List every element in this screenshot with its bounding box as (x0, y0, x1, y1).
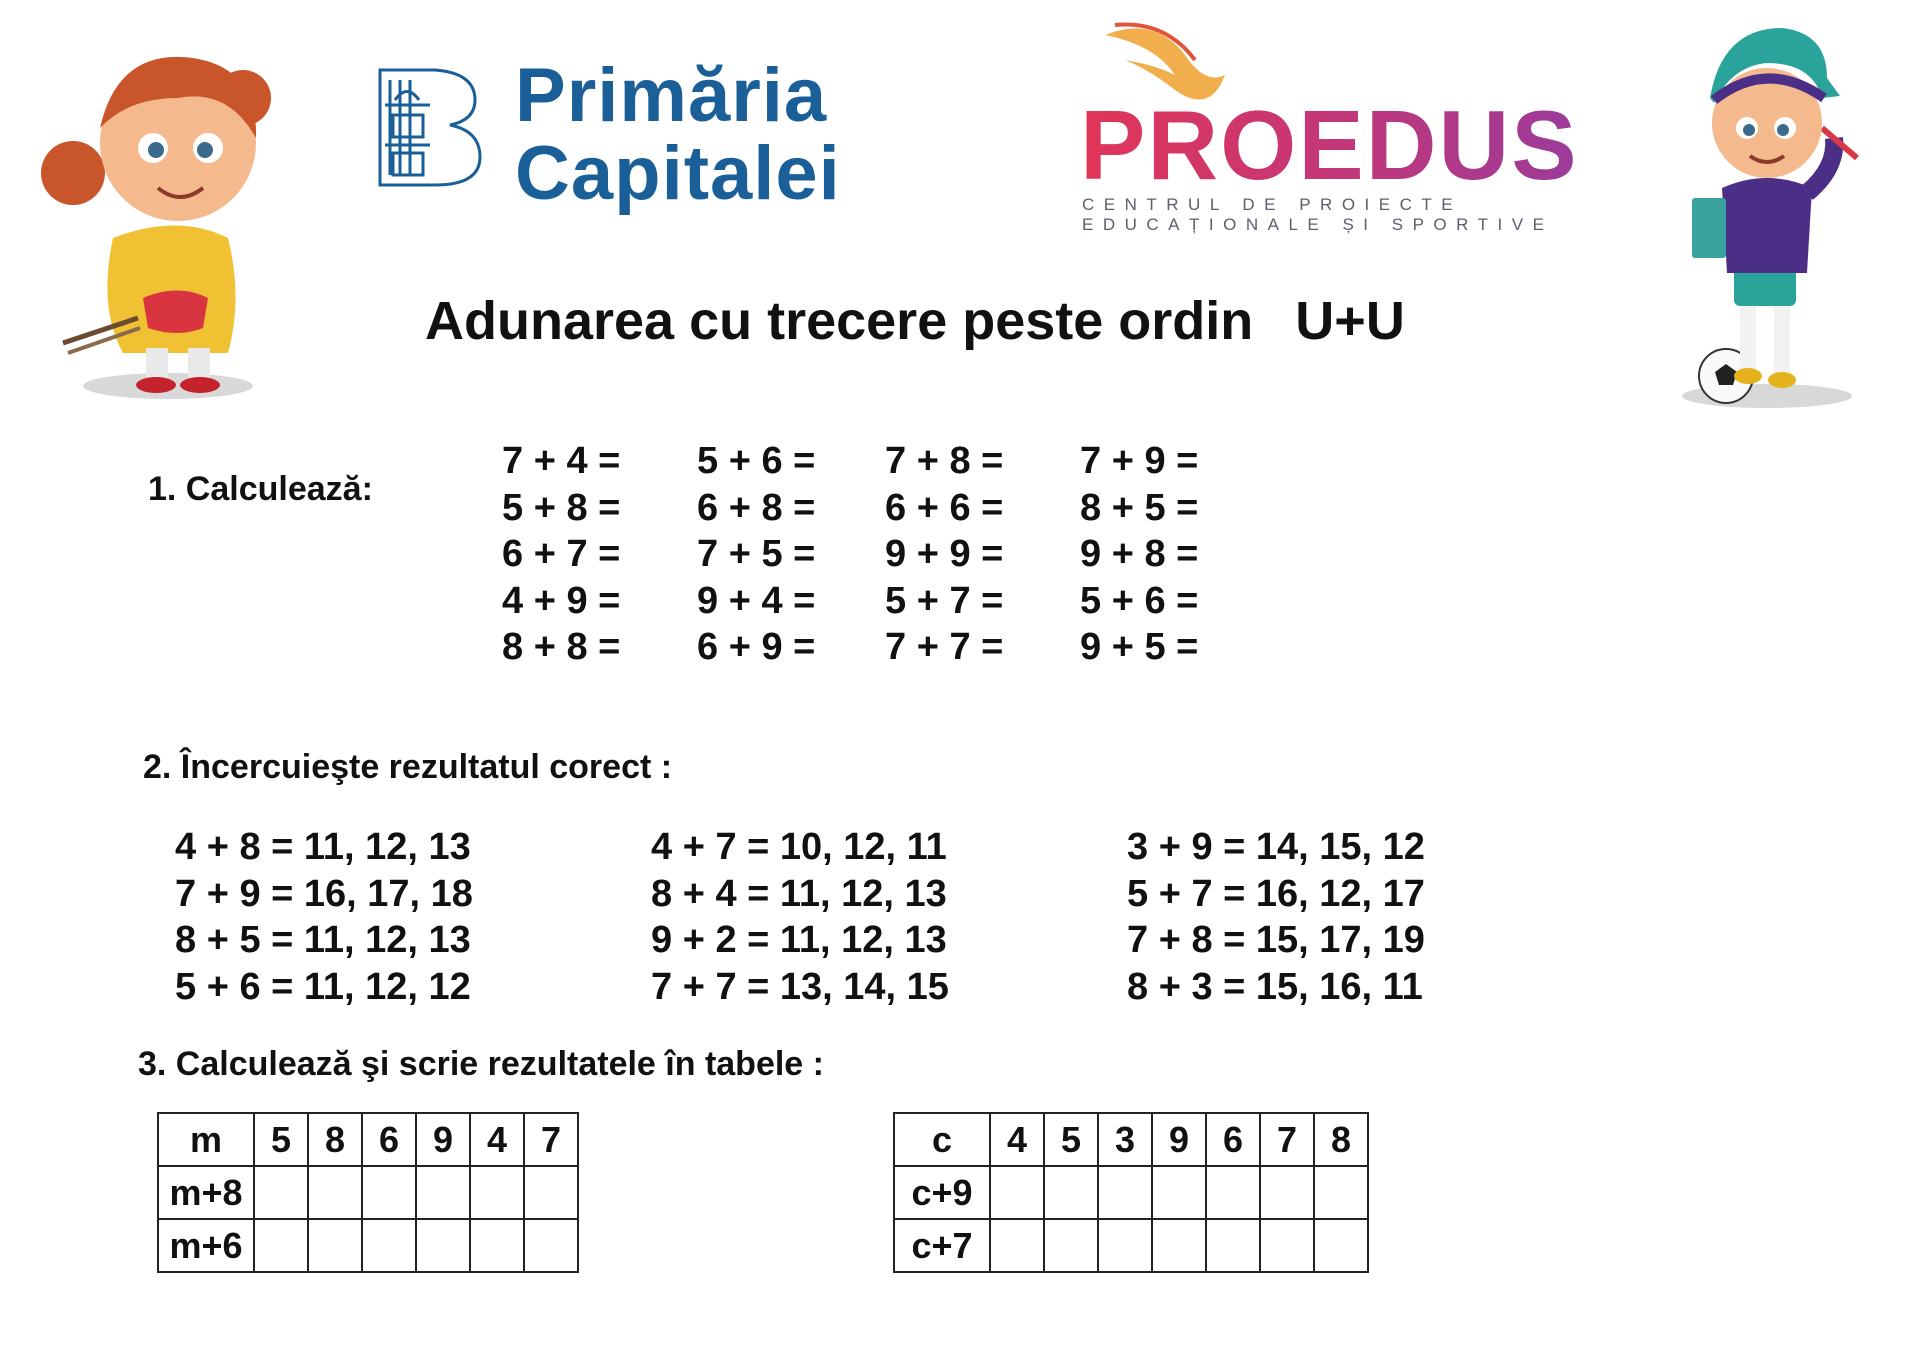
exercise2-item: 4 + 8 = 11, 12, 13 (175, 826, 471, 868)
answer-cell[interactable] (1260, 1219, 1314, 1272)
answer-cell[interactable] (1314, 1219, 1368, 1272)
exercise1-column-3 (885, 438, 1003, 671)
exercise1-item: 8 + 8 = (502, 626, 621, 668)
exercise2-item: 5 + 7 = 16, 12, 17 (1127, 872, 1425, 915)
table-m-row-label: m+8 (158, 1166, 254, 1219)
exercise2-column-3 (1127, 824, 1425, 1010)
table-c-value: 4 (990, 1113, 1044, 1166)
table-c (893, 1112, 1369, 1273)
table-row (894, 1219, 1368, 1272)
table-c-value: 3 (1098, 1113, 1152, 1166)
table-row (894, 1113, 1368, 1166)
girl-illustration (28, 28, 273, 403)
table-c-value: 5 (1044, 1113, 1098, 1166)
table-c-row-label: c+7 (894, 1219, 990, 1272)
table-m-row-label: m+6 (158, 1219, 254, 1272)
exercise2-label: 2. Încercuieşte rezultatul corect : (143, 748, 673, 786)
answer-cell[interactable] (990, 1166, 1044, 1219)
answer-cell[interactable] (1152, 1219, 1206, 1272)
answer-cell[interactable] (416, 1219, 470, 1272)
exercise1-column-2 (697, 438, 815, 671)
exercise1-item: 9 + 8 = (1080, 533, 1199, 575)
exercise1-item: 6 + 6 = (885, 486, 1004, 529)
answer-cell[interactable] (362, 1166, 416, 1219)
exercise1-item: 7 + 8 = (885, 440, 1004, 482)
table-row (158, 1113, 578, 1166)
table-row (158, 1219, 578, 1272)
answer-cell[interactable] (524, 1219, 578, 1272)
exercise2-item: 5 + 6 = 11, 12, 12 (175, 965, 471, 1008)
answer-cell[interactable] (1206, 1166, 1260, 1219)
answer-cell[interactable] (1206, 1219, 1260, 1272)
answer-cell[interactable] (308, 1166, 362, 1219)
exercise1-item: 7 + 5 = (697, 533, 816, 575)
exercise1-item: 6 + 7 = (502, 533, 621, 575)
exercise2-item: 4 + 7 = 10, 12, 11 (651, 826, 947, 868)
table-m-value: 5 (254, 1113, 308, 1166)
exercise1-column-4 (1080, 438, 1198, 671)
boy-illustration (1662, 18, 1872, 413)
exercise1-item: 5 + 6 = (1080, 579, 1199, 622)
table-c-value: 8 (1314, 1113, 1368, 1166)
table-m-value: 7 (524, 1113, 578, 1166)
exercise2-item: 7 + 7 = 13, 14, 15 (651, 965, 949, 1008)
table-c-value: 7 (1260, 1113, 1314, 1166)
table-c-header: c (894, 1113, 990, 1166)
answer-cell[interactable] (308, 1219, 362, 1272)
exercise1-item: 7 + 9 = (1080, 440, 1199, 482)
table-m-value: 6 (362, 1113, 416, 1166)
exercise1-item: 9 + 4 = (697, 579, 816, 622)
logo-proedus-word: PROEDUS (1080, 90, 1579, 200)
exercise1-item: 9 + 5 = (1080, 626, 1199, 668)
answer-cell[interactable] (524, 1166, 578, 1219)
table-c-value: 9 (1152, 1113, 1206, 1166)
exercise2-item: 7 + 9 = 16, 17, 18 (175, 872, 473, 915)
answer-cell[interactable] (1044, 1166, 1098, 1219)
table-m-value: 9 (416, 1113, 470, 1166)
exercise3-label: 3. Calculează şi scrie rezultatele în tabele : (138, 1045, 824, 1083)
answer-cell[interactable] (254, 1219, 308, 1272)
exercise1-item: 6 + 8 = (697, 486, 816, 529)
answer-cell[interactable] (416, 1166, 470, 1219)
building-b-icon (375, 65, 485, 190)
table-row (158, 1166, 578, 1219)
table-c-row-label: c+9 (894, 1166, 990, 1219)
title-main: Adunarea cu trecere peste ordin (425, 291, 1254, 351)
exercise1-item: 7 + 4 = (502, 440, 621, 482)
answer-cell[interactable] (1098, 1166, 1152, 1219)
exercise1-item: 4 + 9 = (502, 579, 621, 622)
title-suffix: U+U (1295, 291, 1405, 351)
table-m (157, 1112, 579, 1273)
primaria-capitalei-logo (375, 53, 841, 216)
exercise2-item: 3 + 9 = 14, 15, 12 (1127, 826, 1425, 868)
exercise1-item: 5 + 8 = (502, 486, 621, 529)
exercise1-item: 8 + 5 = (1080, 486, 1199, 529)
table-m-header: m (158, 1113, 254, 1166)
answer-cell[interactable] (1152, 1166, 1206, 1219)
exercise2-item: 9 + 2 = 11, 12, 13 (651, 919, 947, 961)
table-m-value: 4 (470, 1113, 524, 1166)
exercise2-column-1 (175, 824, 473, 1010)
exercise1-item: 7 + 7 = (885, 626, 1004, 668)
exercise1-item: 6 + 9 = (697, 626, 816, 668)
table-row (894, 1166, 1368, 1219)
answer-cell[interactable] (990, 1219, 1044, 1272)
logo-proedus-sub2: EDUCAȚIONALE ȘI SPORTIVE (1082, 215, 1554, 234)
proedus-logo (1080, 15, 1579, 234)
exercise1-item: 5 + 6 = (697, 440, 816, 482)
exercise1-label: 1. Calculează: (148, 470, 373, 508)
answer-cell[interactable] (254, 1166, 308, 1219)
exercise2-item: 8 + 4 = 11, 12, 13 (651, 872, 947, 915)
exercise2-column-2 (651, 824, 949, 1010)
answer-cell[interactable] (470, 1219, 524, 1272)
answer-cell[interactable] (1044, 1219, 1098, 1272)
exercise1-item: 5 + 7 = (885, 579, 1004, 622)
answer-cell[interactable] (1314, 1166, 1368, 1219)
worksheet-title (425, 290, 1405, 352)
answer-cell[interactable] (470, 1166, 524, 1219)
answer-cell[interactable] (1098, 1219, 1152, 1272)
exercise2-item: 8 + 5 = 11, 12, 13 (175, 919, 471, 961)
logo-primaria-line1: Primăria (515, 53, 828, 138)
answer-cell[interactable] (1260, 1166, 1314, 1219)
answer-cell[interactable] (362, 1219, 416, 1272)
exercise2-item: 7 + 8 = 15, 17, 19 (1127, 919, 1425, 961)
exercise1-item: 9 + 9 = (885, 533, 1004, 575)
table-m-value: 8 (308, 1113, 362, 1166)
table-c-value: 6 (1206, 1113, 1260, 1166)
logo-primaria-line2: Capitalei (515, 131, 841, 216)
exercise2-item: 8 + 3 = 15, 16, 11 (1127, 965, 1423, 1008)
exercise1-column-1 (502, 438, 620, 671)
logo-proedus-sub1: CENTRUL DE PROIECTE (1082, 195, 1463, 214)
